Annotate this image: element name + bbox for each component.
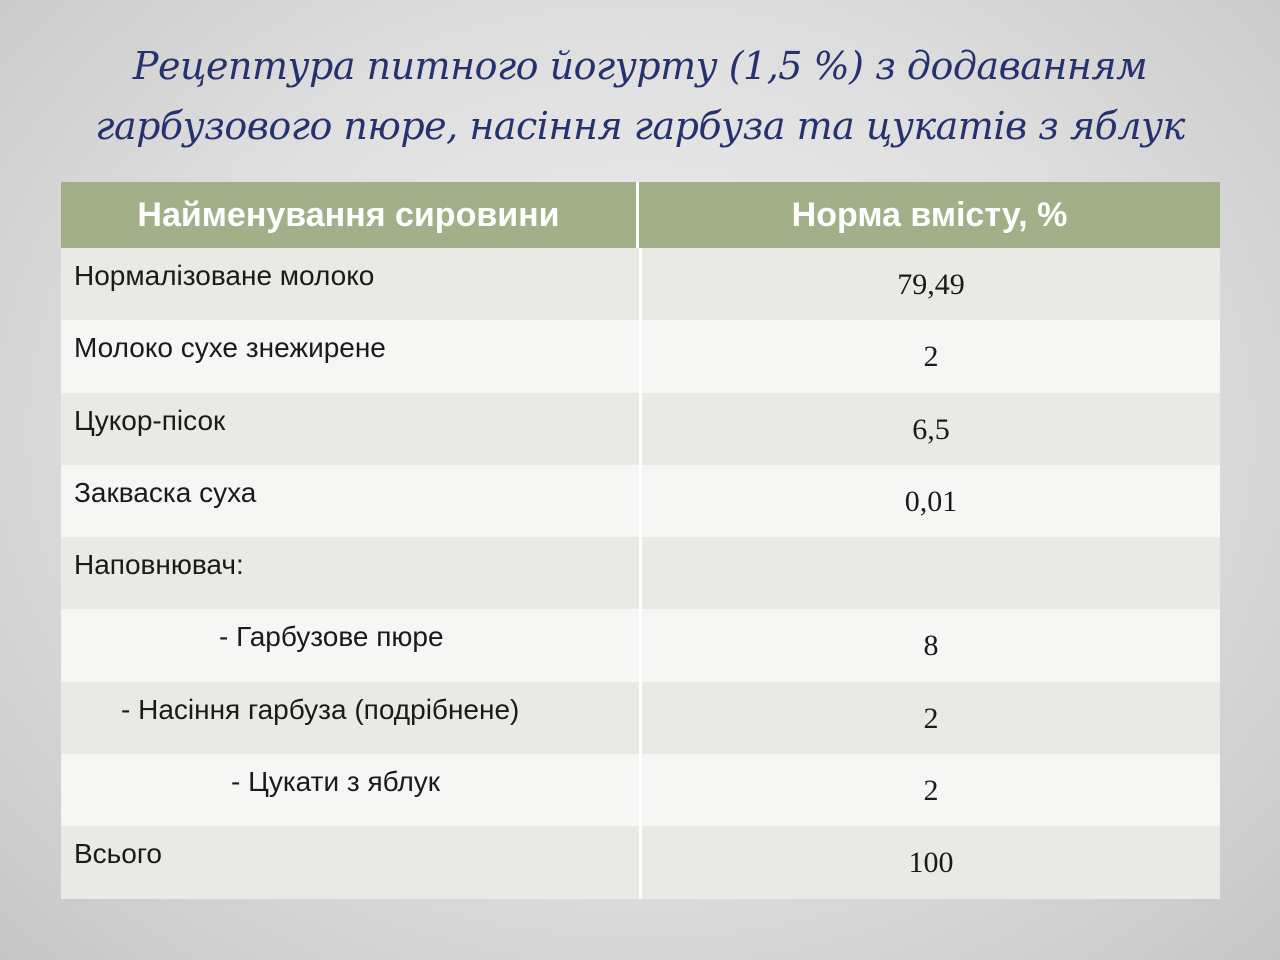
ingredient-value: 6,5 — [639, 393, 1220, 465]
column-header-ingredient: Найменування сировини — [61, 182, 639, 248]
ingredient-name: Нормалізоване молоко — [61, 248, 639, 320]
ingredient-name: Всього — [61, 826, 639, 898]
ingredient-value: 2 — [639, 754, 1220, 826]
ingredient-name: Цукор-пісок — [61, 393, 639, 465]
ingredient-name: Наповнювач: — [61, 537, 639, 609]
column-header-content-norm: Норма вмісту, % — [639, 182, 1220, 248]
slide-title-line-1: Рецептура питного йогурту (1,5 %) з додаванням — [132, 44, 1148, 88]
ingredient-value — [639, 537, 1220, 609]
ingredient-name: - Насіння гарбуза (подрібнене) — [61, 682, 639, 754]
ingredient-name: - Цукати з яблук — [61, 754, 639, 826]
ingredient-name: Молоко сухе знежирене — [61, 320, 639, 392]
ingredient-name: Закваска суха — [61, 465, 639, 537]
ingredient-name: - Гарбузове пюре — [61, 609, 639, 681]
ingredient-value: 2 — [639, 320, 1220, 392]
ingredient-value: 2 — [639, 682, 1220, 754]
ingredient-value: 8 — [639, 609, 1220, 681]
slide-title — [40, 36, 1240, 156]
slide-title-line-2: гарбузового пюре, насіння гарбуза та цукатів з яблук — [95, 104, 1185, 148]
ingredient-value: 0,01 — [639, 465, 1220, 537]
ingredient-value: 79,49 — [639, 248, 1220, 320]
recipe-table — [61, 182, 1220, 899]
ingredient-value: 100 — [639, 826, 1220, 898]
